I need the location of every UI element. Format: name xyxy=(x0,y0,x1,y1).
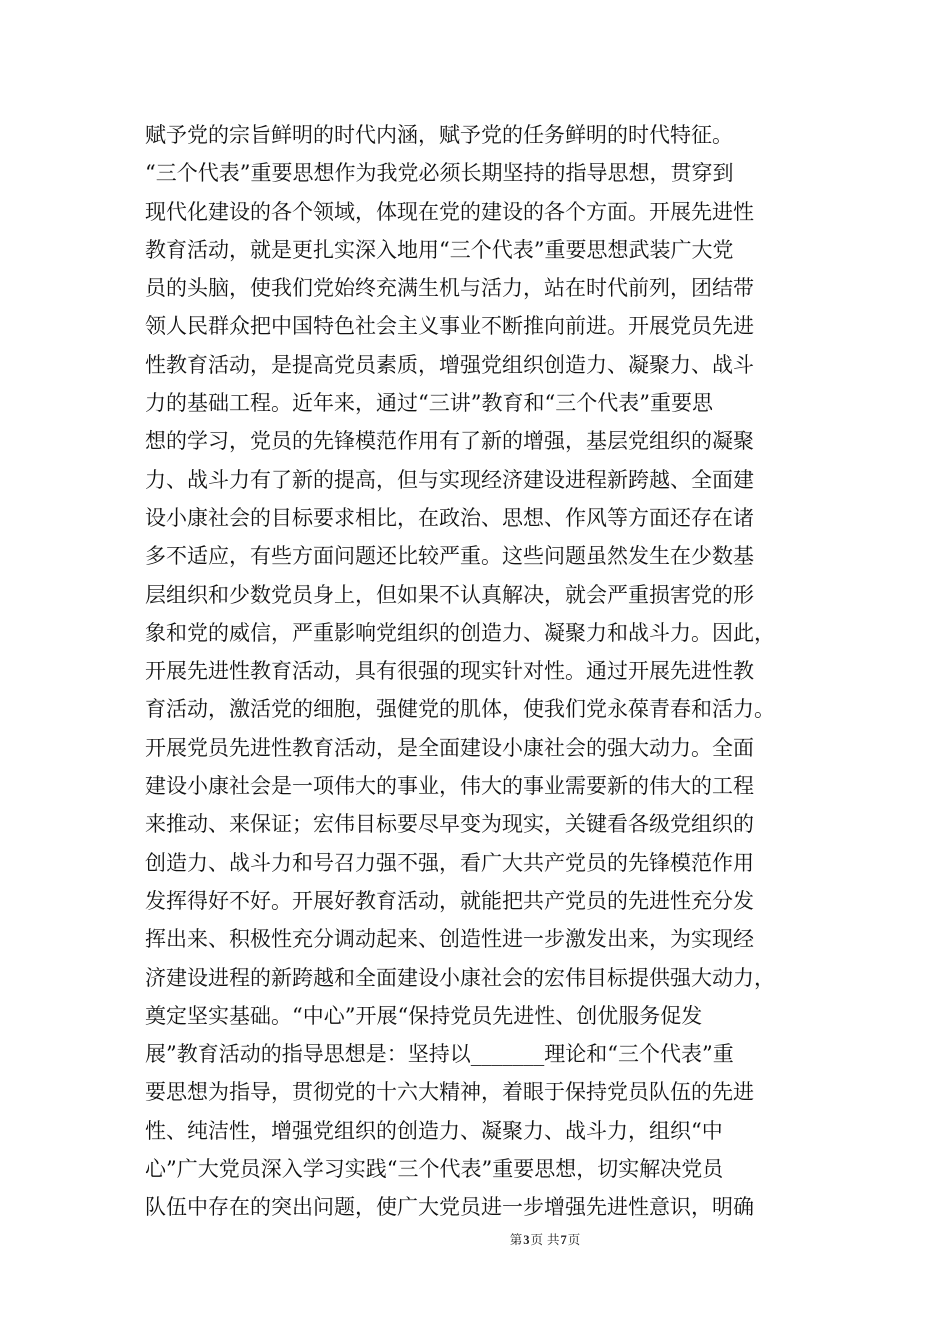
text-line: 队伍中存在的突出问题，使广大党员进一步增强先进性意识，明确 xyxy=(145,1195,754,1220)
text-line: 赋予党的宗旨鲜明的时代内涵，赋予党的任务鲜明的时代特征。 xyxy=(145,123,733,147)
text-line: 育活动，激活党的细胞，强健党的肌体，使我们党永葆青春和活力。 xyxy=(145,697,775,722)
text-line: 力、战斗力有了新的提高，但与实现经济建设进程新跨越、全面建 xyxy=(145,467,754,492)
footer-middle: 页 共 xyxy=(530,1232,560,1247)
footer-prefix: 第 xyxy=(509,1232,523,1247)
text-line: 奠定坚实基础。“中心”开展“保持党员先进性、创优服务促发 xyxy=(145,1003,703,1028)
text-line: 性、纯洁性，增强党组织的创造力、凝聚力、战斗力，组织“中 xyxy=(145,1118,723,1143)
text-line: 层组织和少数党员身上，但如果不认真解决，就会严重损害党的形 xyxy=(145,582,754,607)
text-line: 性教育活动，是提高党员素质，增强党组织创造力、凝聚力、战斗 xyxy=(145,352,754,377)
text-line: 建设小康社会是一项伟大的事业，伟大的事业需要新的伟大的工程 xyxy=(145,774,754,799)
footer-suffix: 页 xyxy=(567,1232,581,1247)
text-line: 想的学习，党员的先锋模范作用有了新的增强，基层党组织的凝聚 xyxy=(145,429,754,454)
body-text xyxy=(145,116,825,1227)
text-line: 开展先进性教育活动，具有很强的现实针对性。通过开展先进性教 xyxy=(145,659,754,684)
text-line: 员的头脑，使我们党始终充满生机与活力，站在时代前列，团结带 xyxy=(145,276,754,301)
text-line: 展”教育活动的指导思想是：坚持以_______理论和“三个代表”重 xyxy=(145,1042,734,1067)
text-line: 开展党员先进性教育活动，是全面建设小康社会的强大动力。全面 xyxy=(145,735,754,760)
text-line: 济建设进程的新跨越和全面建设小康社会的宏伟目标提供强大动力， xyxy=(145,965,775,990)
text-line: 领人民群众把中国特色社会主义事业不断推向前进。开展党员先进 xyxy=(145,314,754,339)
current-page-number: 3 xyxy=(523,1233,530,1247)
text-line: 发挥得好不好。开展好教育活动，就能把共产党员的先进性充分发 xyxy=(145,888,754,913)
text-line: 多不适应，有些方面问题还比较严重。这些问题虽然发生在少数基 xyxy=(145,544,754,569)
page-footer xyxy=(0,1230,950,1248)
text-line: 要思想为指导，贯彻党的十六大精神，着眼于保持党员队伍的先进 xyxy=(145,1080,754,1105)
text-line: 心”广大党员深入学习实践“三个代表”重要思想，切实解决党员 xyxy=(145,1157,724,1182)
text-line: 力的基础工程。近年来，通过“三讲”教育和“三个代表”重要思 xyxy=(145,391,713,416)
text-line: 来推动、来保证；宏伟目标要尽早变为现实，关键看各级党组织的 xyxy=(145,812,754,837)
text-line: 设小康社会的目标要求相比，在政治、思想、作风等方面还存在诸 xyxy=(145,505,754,530)
total-pages-number: 7 xyxy=(560,1233,567,1247)
text-line: 象和党的威信，严重影响党组织的创造力、凝聚力和战斗力。因此， xyxy=(145,620,775,645)
text-line: “三个代表”重要思想作为我党必须长期坚持的指导思想，贯穿到 xyxy=(145,161,734,186)
text-line: 教育活动，就是更扎实深入地用“三个代表”重要思想武装广大党 xyxy=(145,237,734,262)
text-line: 挥出来、积极性充分调动起来、创造性进一步激发出来，为实现经 xyxy=(145,927,754,952)
text-line: 创造力、战斗力和号召力强不强，看广大共产党员的先锋模范作用 xyxy=(145,850,754,875)
text-line: 现代化建设的各个领域，体现在党的建设的各个方面。开展先进性 xyxy=(145,199,754,224)
